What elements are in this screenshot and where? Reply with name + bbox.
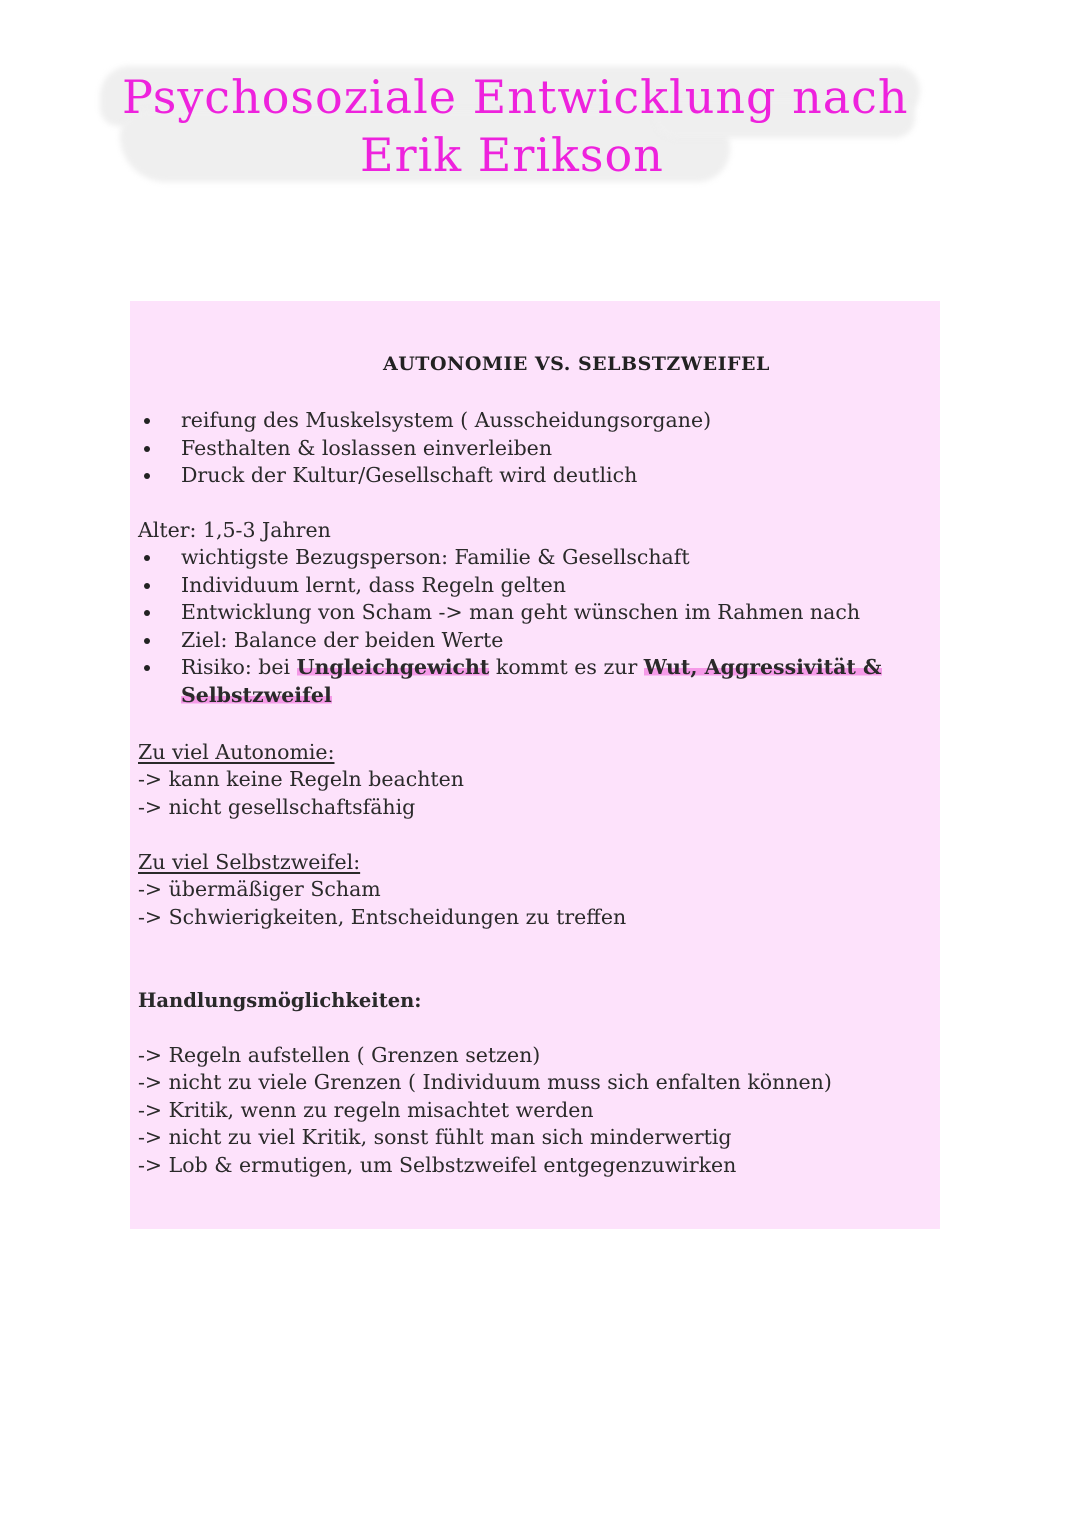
list-item-risk bbox=[130, 654, 882, 682]
age-label: Alter: 1,5-3 Jahren bbox=[138, 518, 331, 542]
list-item bbox=[130, 462, 711, 490]
page-title-line-2: Erik Erikson bbox=[360, 128, 664, 182]
selfdoubt-line: -> Schwierigkeiten, Entscheidungen zu treffen bbox=[138, 905, 627, 929]
list-item bbox=[130, 544, 882, 572]
selfdoubt-heading: Zu viel Selbstzweifel: bbox=[138, 850, 361, 874]
selfdoubt-line: -> übermäßiger Scham bbox=[138, 877, 381, 901]
list-item-text: Druck der Kultur/Gesellschaft wird deutlich bbox=[181, 463, 638, 487]
actions-line: -> nicht zu viele Grenzen ( Individuum muss sich enfalten können) bbox=[138, 1070, 832, 1094]
autonomy-heading: Zu viel Autonomie: bbox=[138, 740, 335, 764]
list-item bbox=[130, 407, 711, 435]
actions-line: -> Regeln aufstellen ( Grenzen setzen) bbox=[138, 1043, 541, 1067]
actions-line: -> nicht zu viel Kritik, sonst fühlt man sich minderwertig bbox=[138, 1125, 732, 1149]
page-title-line-1: Psychosoziale Entwicklung nach bbox=[122, 70, 909, 124]
risk-highlight-selfdoubt: Selbstzweifel bbox=[181, 682, 332, 707]
list-item-text: wichtigste Bezugsperson: Familie & Gesellschaft bbox=[181, 545, 690, 569]
risk-highlight-consequences: Wut, Aggressivität & bbox=[643, 655, 882, 679]
title-area bbox=[95, 48, 925, 188]
bullet-dot-icon bbox=[144, 555, 150, 561]
list-item-text: Festhalten & loslassen einverleiben bbox=[181, 435, 553, 460]
content-card bbox=[130, 301, 940, 1229]
bullet-dot-icon bbox=[144, 473, 150, 479]
risk-prefix: Risiko: bei bbox=[181, 655, 297, 679]
list-item bbox=[130, 599, 882, 627]
bullet-dot-icon bbox=[144, 418, 150, 424]
list-item-text: reifung des Muskelsystem ( Ausscheidungsorgane) bbox=[181, 408, 712, 432]
bullet-dot-icon bbox=[144, 446, 150, 452]
actions-heading: Handlungsmöglichkeiten: bbox=[138, 989, 422, 1012]
autonomy-line: -> nicht gesellschaftsfähig bbox=[138, 795, 416, 819]
bullet-dot-icon bbox=[144, 638, 150, 644]
bullet-list-2 bbox=[130, 544, 882, 709]
list-item-text: Individuum lernt, dass Regeln gelten bbox=[181, 572, 566, 597]
actions-line: -> Lob & ermutigen, um Selbstzweifel entgegenzuwirken bbox=[138, 1153, 737, 1177]
list-item-risk-continued bbox=[130, 682, 882, 710]
list-item-text: Ziel: Balance der beiden Werte bbox=[181, 627, 504, 652]
risk-highlight-imbalance: Ungleichgewicht bbox=[296, 655, 490, 679]
bullet-dot-icon bbox=[144, 665, 150, 671]
risk-middle: kommt es zur bbox=[489, 655, 644, 679]
list-item-text: Entwicklung von Scham -> man geht wünschen im Rahmen nach bbox=[181, 600, 861, 624]
section-heading: AUTONOMIE VS. SELBSTZWEIFEL bbox=[383, 353, 770, 375]
autonomy-line: -> kann keine Regeln beachten bbox=[138, 767, 464, 791]
actions-line: -> Kritik, wenn zu regeln misachtet werden bbox=[138, 1098, 594, 1122]
bullet-dot-icon bbox=[144, 583, 150, 589]
bullet-list-1 bbox=[130, 407, 711, 490]
list-item bbox=[130, 627, 882, 655]
list-item bbox=[130, 572, 882, 600]
list-item bbox=[130, 435, 711, 463]
bullet-dot-icon bbox=[144, 610, 150, 616]
